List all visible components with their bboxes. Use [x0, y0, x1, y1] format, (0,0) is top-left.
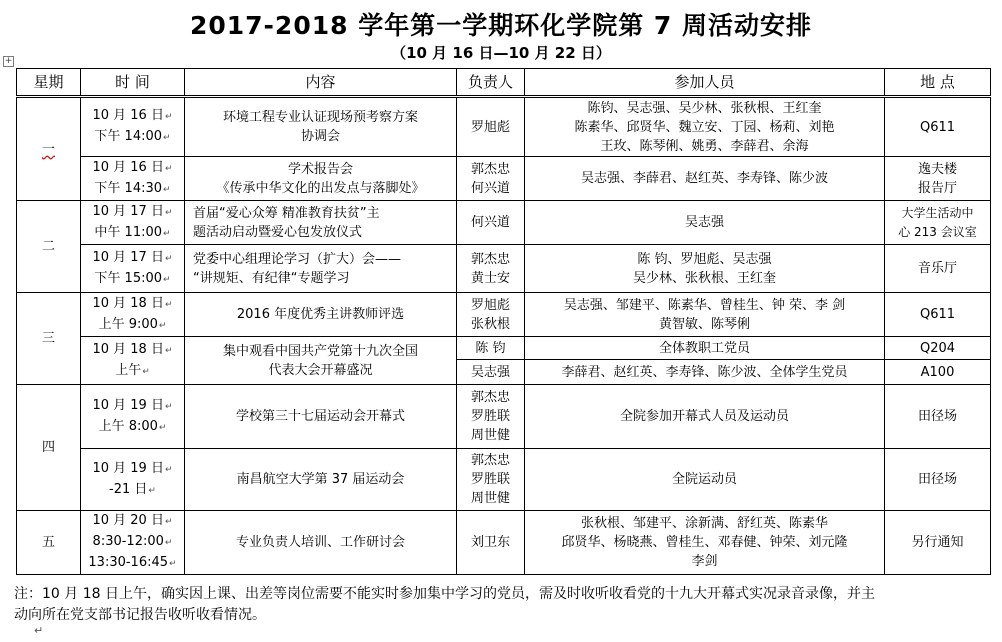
location-cell: 大学生活动中 心 213 会议室: [885, 201, 991, 245]
time-cell: 10 月 19 日 ↵ -21 日 ↵: [81, 449, 185, 511]
page-title: 2017-2018 学年第一学期环化学院第 7 周活动安排: [189, 11, 813, 40]
lead-cell: 何兴道: [457, 201, 525, 245]
lead-cell: 吴志强: [457, 360, 525, 385]
header-lead: 负责人: [457, 69, 525, 97]
time-cell: 10 月 20 日 ↵ 8:30-12:00 ↵ 13:30-16:45 ↵: [81, 511, 185, 575]
table-row: [17, 97, 991, 157]
footnote-line: 注：10 月 18 日上午，确实因上课、出差等岗位需要不能实时参加集中学习的党员，需及时收听收看党的十九大开幕式实况录音录像，并主: [14, 586, 875, 602]
content-cell: 党委中心组理论学习（扩大）会—— “讲规矩、有纪律“专题学习: [185, 245, 457, 293]
weekday-cell: [17, 97, 81, 201]
footnote: [14, 584, 990, 626]
time-cell: 10 月 17 日 ↵ 中午 11:00 ↵: [81, 201, 185, 245]
participants-cell: 全体教职工党员: [525, 337, 885, 360]
weekday-cell: [17, 385, 81, 511]
schedule-table: [16, 68, 991, 575]
header-time: 时 间: [81, 69, 185, 97]
weekday-label: 二: [41, 239, 55, 254]
weekday-cell: [17, 511, 81, 575]
table-row: [17, 201, 991, 245]
content-cell: 学术报告会 《传承中华文化的出发点与落脚处》: [185, 157, 457, 201]
table-move-handle-icon[interactable]: +: [4, 56, 13, 66]
table-row: [17, 157, 991, 201]
table-row: [17, 245, 991, 293]
content-cell: 学校第三十七届运动会开幕式: [185, 385, 457, 449]
footnote-line: 动向所在党支部书记报告收听收看情况。: [14, 607, 266, 623]
location-cell: 逸夫楼 报告厅: [885, 157, 991, 201]
location-cell: 田径场: [885, 385, 991, 449]
lead-cell: 郭杰忠 罗胜联 周世健: [457, 449, 525, 511]
participants-cell: 张秋根、邹建平、涂新满、舒红英、陈素华 邱贤华、杨晓燕、曾桂生、邓春健、钟荣、刘元隆 李剑: [525, 511, 885, 575]
time-cell: 10 月 19 日 ↵ 上午 8:00 ↵: [81, 385, 185, 449]
content-cell: 环境工程专业认证现场预考察方案 协调会: [185, 97, 457, 157]
time-cell: 10 月 18 日 ↵ 上午 9:00 ↵: [81, 293, 185, 337]
time-cell: 10 月 18 日 ↵ 上午 ↵: [81, 337, 185, 385]
weekday-label: 四: [41, 440, 55, 455]
table-row: [17, 293, 991, 337]
header-content: 内容: [185, 69, 457, 97]
time-cell: 10 月 17 日 ↵ 下午 15:00 ↵: [81, 245, 185, 293]
time-cell: 10 月 16 日 ↵ 下午 14:00 ↵: [81, 97, 185, 157]
location-cell: 另行通知: [885, 511, 991, 575]
table-row: [17, 337, 991, 360]
content-cell: 专业负责人培训、工作研讨会: [185, 511, 457, 575]
table-row: [17, 511, 991, 575]
time-cell: 10 月 16 日 ↵ 下午 14:30 ↵: [81, 157, 185, 201]
lead-cell: 罗旭彪 张秋根: [457, 293, 525, 337]
weekday-cell: [17, 201, 81, 293]
participants-cell: 陈钧、吴志强、吴少林、张秋根、王红奎 陈素华、邱贤华、魏立安、丁园、杨莉、刘艳 王玫、陈琴俐、姚勇、李薛君、余海: [525, 97, 885, 157]
location-cell: A100: [885, 360, 991, 385]
page-subtitle: （10 月 16 日—10 月 22 日）: [391, 44, 611, 62]
paragraph-mark-icon: ↵: [34, 624, 44, 637]
weekday-cell: [17, 293, 81, 385]
location-cell: Q611: [885, 293, 991, 337]
location-cell: 田径场: [885, 449, 991, 511]
lead-cell: 陈 钧: [457, 337, 525, 360]
location-cell: Q611: [885, 97, 991, 157]
location-cell: Q204: [885, 337, 991, 360]
lead-cell: 郭杰忠 黄士安: [457, 245, 525, 293]
lead-cell: 罗旭彪: [457, 97, 525, 157]
weekday-label: 三: [41, 331, 55, 346]
participants-cell: 全院运动员: [525, 449, 885, 511]
lead-cell: 郭杰忠 罗胜联 周世健: [457, 385, 525, 449]
header-weekday: 星期: [17, 69, 81, 97]
participants-cell: 全院参加开幕式人员及运动员: [525, 385, 885, 449]
header-participants: 参加人员: [525, 69, 885, 97]
weekday-label: 一: [41, 141, 55, 157]
header-location: 地 点: [885, 69, 991, 97]
weekday-label: 五: [41, 535, 55, 550]
location-cell: 音乐厅: [885, 245, 991, 293]
table-row: [17, 385, 991, 449]
content-cell: 南昌航空大学第 37 届运动会: [185, 449, 457, 511]
participants-cell: 吴志强: [525, 201, 885, 245]
content-cell: 集中观看中国共产党第十九次全国 代表大会开幕盛况: [185, 337, 457, 385]
content-cell: 首届“爱心众筹 精准教育扶贫”主 题活动启动暨爱心包发放仪式: [185, 201, 457, 245]
participants-cell: 吴志强、邹建平、陈素华、曾桂生、钟 荣、李 剑 黄智敏、陈琴俐: [525, 293, 885, 337]
content-cell: 2016 年度优秀主讲教师评选: [185, 293, 457, 337]
lead-cell: 刘卫东: [457, 511, 525, 575]
table-row: [17, 449, 991, 511]
header-row: [17, 69, 991, 97]
lead-cell: 郭杰忠 何兴道: [457, 157, 525, 201]
participants-cell: 吴志强、李薛君、赵红英、李寿锋、陈少波: [525, 157, 885, 201]
participants-cell: 李薛君、赵红英、李寿锋、陈少波、全体学生党员: [525, 360, 885, 385]
participants-cell: 陈 钧、罗旭彪、吴志强 吴少林、张秋根、王红奎: [525, 245, 885, 293]
